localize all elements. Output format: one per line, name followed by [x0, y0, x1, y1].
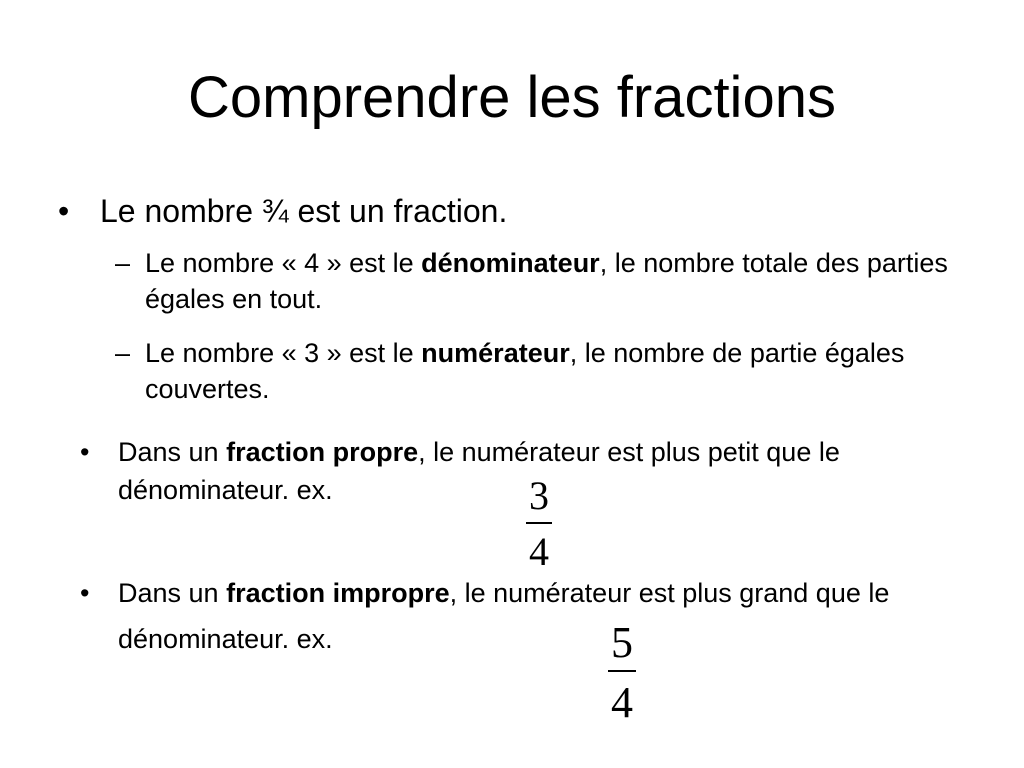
- dash-marker: –: [115, 338, 131, 368]
- fraction-bar: [608, 670, 636, 672]
- sub-bullet-text: [145, 335, 995, 407]
- bullet-marker: •: [58, 193, 70, 229]
- bullet-marker: •: [80, 437, 90, 467]
- text-pre: Dans un: [118, 437, 227, 467]
- fraction-numerator: 3: [529, 473, 549, 518]
- text-post: , le numérateur est plus grand que le dénominateur. ex.: [118, 578, 890, 654]
- example-fraction-improper: [599, 618, 645, 727]
- bullet-text: [118, 570, 980, 662]
- fraction-denominator: 4: [529, 529, 549, 574]
- text-pre: Le nombre « 3 » est le: [145, 338, 422, 368]
- dash-marker: –: [115, 248, 131, 278]
- text-post: , le nombre de partie égales couvertes.: [145, 338, 905, 404]
- term-proper-fraction: fraction propre: [226, 437, 419, 467]
- bullet-text: Le nombre ¾ est un fraction.: [100, 193, 508, 229]
- example-fraction-proper: [516, 473, 562, 574]
- text-pre: Le nombre « 4 » est le: [145, 248, 422, 278]
- term-numerator: numérateur: [421, 338, 570, 368]
- term-denominator: dénominateur: [421, 248, 600, 278]
- text-post: , le numérateur est plus petit que le dénominateur. ex.: [118, 437, 840, 505]
- text-post: , le nombre totale des parties égales en tout.: [145, 248, 948, 314]
- bullet-improper-fraction: [80, 570, 980, 662]
- sub-bullet-numerator: [115, 335, 995, 407]
- term-improper-fraction: fraction impropre: [226, 578, 450, 608]
- fraction-denominator: 4: [611, 678, 633, 727]
- fraction-bar: [526, 522, 552, 524]
- slide-title: Comprendre les fractions: [188, 65, 836, 130]
- fraction-numerator: 5: [611, 618, 633, 667]
- bullet-fraction-intro: [58, 190, 507, 232]
- sub-bullet-denominator: [115, 245, 995, 317]
- sub-bullet-text: [145, 245, 995, 317]
- text-pre: Dans un: [118, 578, 227, 608]
- bullet-marker: •: [80, 578, 90, 608]
